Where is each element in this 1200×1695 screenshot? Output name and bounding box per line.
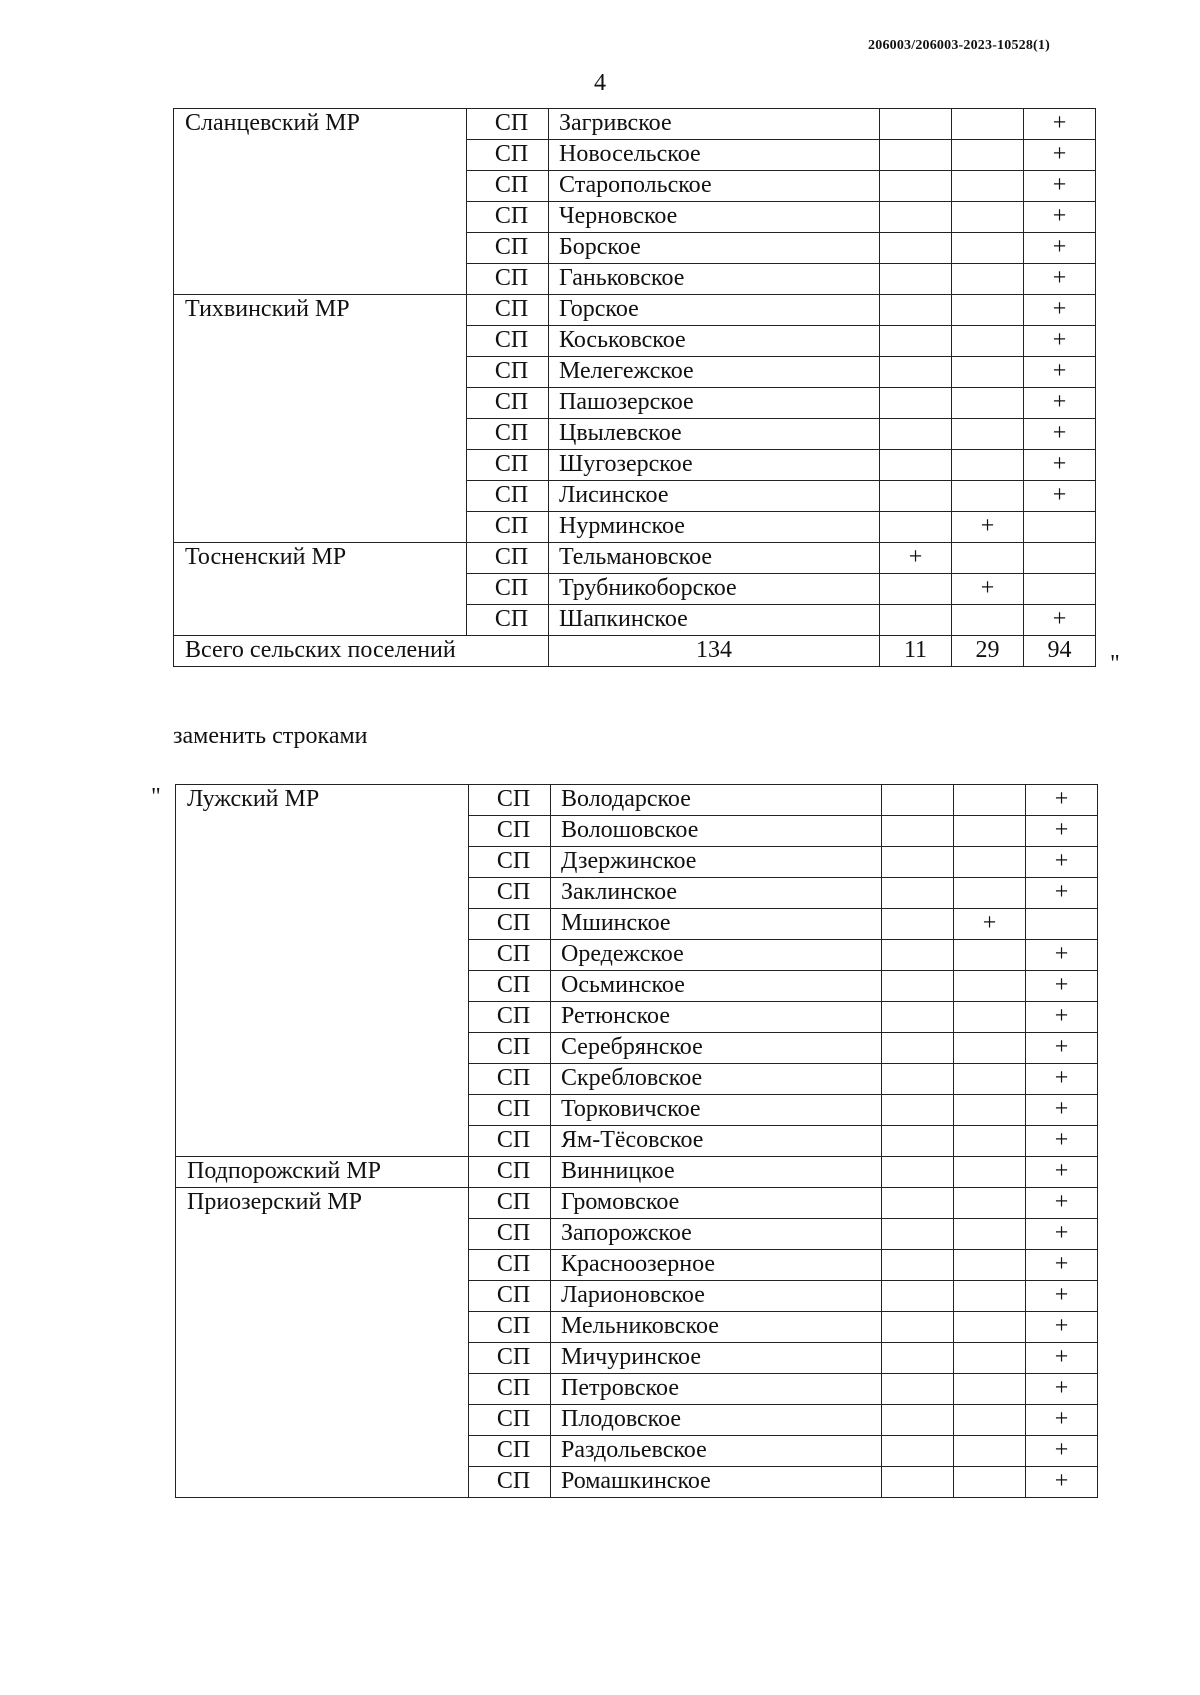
settlement-type: СП (467, 574, 549, 605)
mark-col-3: + (1026, 1281, 1098, 1312)
mark-col-3: + (1026, 1033, 1098, 1064)
mark-col-3: + (1026, 1064, 1098, 1095)
settlement-type: СП (467, 357, 549, 388)
mark-col-1 (880, 388, 952, 419)
district-name: Тихвинский МР (174, 295, 467, 543)
mark-col-3: + (1026, 1374, 1098, 1405)
settlement-name: Мичуринское (551, 1343, 882, 1374)
table-row (174, 109, 1096, 140)
mark-col-2 (954, 816, 1026, 847)
mark-col-3: + (1026, 940, 1098, 971)
mark-col-2 (952, 171, 1024, 202)
mark-col-2 (954, 971, 1026, 1002)
mark-col-2 (952, 481, 1024, 512)
mark-col-1 (880, 450, 952, 481)
document-id: 206003/206003-2023-10528(1) (868, 38, 1050, 53)
total-count: 134 (549, 636, 880, 667)
settlement-type: СП (469, 1033, 551, 1064)
settlement-type: СП (469, 1281, 551, 1312)
mark-col-3: + (1024, 202, 1096, 233)
mark-col-1 (882, 1126, 954, 1157)
settlement-type: СП (469, 1188, 551, 1219)
mark-col-3: + (1026, 971, 1098, 1002)
mark-col-1 (880, 233, 952, 264)
mark-col-2 (952, 109, 1024, 140)
mark-col-2 (952, 605, 1024, 636)
mark-col-2 (954, 1002, 1026, 1033)
mark-col-3: + (1026, 1436, 1098, 1467)
mark-col-3: + (1024, 419, 1096, 450)
mark-col-3: + (1024, 450, 1096, 481)
mark-col-1 (880, 171, 952, 202)
mark-col-2 (954, 1250, 1026, 1281)
mark-col-1 (882, 1250, 954, 1281)
settlement-type: СП (467, 109, 549, 140)
settlement-type: СП (467, 140, 549, 171)
mark-col-2 (954, 878, 1026, 909)
settlement-type: СП (469, 1436, 551, 1467)
table-row (176, 1188, 1098, 1219)
mark-col-2 (952, 357, 1024, 388)
mark-col-3 (1026, 909, 1098, 940)
settlement-name: Тельмановское (549, 543, 880, 574)
mark-col-1 (882, 1467, 954, 1498)
settlement-type: СП (467, 233, 549, 264)
settlement-type: СП (467, 171, 549, 202)
settlement-name: Старопольское (549, 171, 880, 202)
settlement-name: Горское (549, 295, 880, 326)
mark-col-1 (882, 909, 954, 940)
mark-col-1 (882, 1157, 954, 1188)
mark-col-1 (880, 326, 952, 357)
mark-col-2 (952, 202, 1024, 233)
settlement-type: СП (469, 1343, 551, 1374)
mark-col-3: + (1026, 1126, 1098, 1157)
mark-col-2 (952, 543, 1024, 574)
settlement-type: СП (467, 295, 549, 326)
mark-col-3: + (1024, 295, 1096, 326)
mark-col-3 (1024, 512, 1096, 543)
mark-col-3 (1024, 543, 1096, 574)
mark-col-1: + (880, 543, 952, 574)
settlement-name: Володарское (551, 785, 882, 816)
settlement-name: Шапкинское (549, 605, 880, 636)
settlement-name: Черновское (549, 202, 880, 233)
opening-quote: " (151, 784, 161, 810)
mark-col-3: + (1026, 1095, 1098, 1126)
mark-col-1 (882, 1436, 954, 1467)
mark-col-1 (880, 512, 952, 543)
closing-quote: " (1110, 651, 1120, 677)
settlement-name: Шугозерское (549, 450, 880, 481)
settlement-type: СП (467, 202, 549, 233)
mark-col-1 (880, 357, 952, 388)
total-label: Всего сельских поселений (174, 636, 549, 667)
settlement-name: Громовское (551, 1188, 882, 1219)
settlement-name: Коськовское (549, 326, 880, 357)
settlement-type: СП (469, 1312, 551, 1343)
mark-col-2 (952, 140, 1024, 171)
mark-col-1 (882, 1343, 954, 1374)
mark-col-2 (954, 1064, 1026, 1095)
settlement-name: Мельниковское (551, 1312, 882, 1343)
mark-col-3: + (1024, 140, 1096, 171)
district-name: Лужский МР (176, 785, 469, 1157)
mark-col-2 (954, 847, 1026, 878)
mark-col-1 (882, 847, 954, 878)
mark-col-3: + (1026, 1188, 1098, 1219)
mark-col-1 (880, 419, 952, 450)
mark-col-2 (952, 450, 1024, 481)
mark-col-2 (954, 1033, 1026, 1064)
mark-col-2 (952, 419, 1024, 450)
mark-col-2 (954, 1436, 1026, 1467)
mark-col-1 (882, 1095, 954, 1126)
district-name: Приозерский МР (176, 1188, 469, 1498)
settlement-type: СП (467, 326, 549, 357)
mark-col-2 (952, 233, 1024, 264)
mark-col-1 (880, 481, 952, 512)
mark-col-2 (954, 1467, 1026, 1498)
settlement-name: Заклинское (551, 878, 882, 909)
mark-col-1 (880, 605, 952, 636)
mark-col-1 (882, 1064, 954, 1095)
settlement-type: СП (469, 1405, 551, 1436)
mark-col-3: + (1026, 1312, 1098, 1343)
settlement-name: Трубникоборское (549, 574, 880, 605)
settlement-name: Винницкое (551, 1157, 882, 1188)
page-number: 4 (594, 70, 606, 96)
mark-col-3: + (1024, 388, 1096, 419)
mark-col-1 (880, 202, 952, 233)
mark-col-2 (954, 1219, 1026, 1250)
settlement-name: Ларионовское (551, 1281, 882, 1312)
mark-col-3: + (1024, 171, 1096, 202)
settlements-table-original (173, 108, 1096, 667)
total-row (174, 636, 1096, 667)
settlement-name: Раздольевское (551, 1436, 882, 1467)
mark-col-2 (952, 295, 1024, 326)
settlement-type: СП (469, 1126, 551, 1157)
mark-col-3: + (1026, 816, 1098, 847)
mark-col-1 (882, 1374, 954, 1405)
settlement-name: Лисинское (549, 481, 880, 512)
mark-col-2 (954, 1157, 1026, 1188)
table-row (174, 543, 1096, 574)
mark-col-2: + (952, 574, 1024, 605)
table-row (174, 295, 1096, 326)
mark-col-1 (882, 878, 954, 909)
settlement-name: Новосельское (549, 140, 880, 171)
settlement-type: СП (469, 1157, 551, 1188)
mark-col-2 (954, 1312, 1026, 1343)
settlement-name: Цвылевское (549, 419, 880, 450)
mark-col-1 (882, 1033, 954, 1064)
table-row (176, 785, 1098, 816)
settlement-type: СП (469, 816, 551, 847)
mark-col-3: + (1026, 1002, 1098, 1033)
settlement-type: СП (469, 909, 551, 940)
mark-col-2: + (954, 909, 1026, 940)
settlement-type: СП (467, 481, 549, 512)
settlement-name: Осьминское (551, 971, 882, 1002)
mark-col-3: + (1026, 1250, 1098, 1281)
mark-col-1 (882, 816, 954, 847)
district-name: Сланцевский МР (174, 109, 467, 295)
mark-col-2 (954, 1281, 1026, 1312)
settlement-name: Мшинское (551, 909, 882, 940)
mark-col-2 (954, 1095, 1026, 1126)
settlement-name: Запорожское (551, 1219, 882, 1250)
settlement-name: Ям-Тёсовское (551, 1126, 882, 1157)
district-name: Тосненский МР (174, 543, 467, 636)
mark-col-3: + (1026, 878, 1098, 909)
settlement-type: СП (469, 1064, 551, 1095)
replace-instruction: заменить строками (173, 723, 368, 749)
settlement-type: СП (467, 605, 549, 636)
mark-col-2 (954, 1374, 1026, 1405)
mark-col-2 (952, 264, 1024, 295)
mark-col-3: + (1024, 109, 1096, 140)
mark-col-1 (882, 1188, 954, 1219)
settlement-type: СП (467, 512, 549, 543)
settlement-name: Серебрянское (551, 1033, 882, 1064)
mark-col-1 (882, 1312, 954, 1343)
settlement-name: Петровское (551, 1374, 882, 1405)
settlement-name: Красноозерное (551, 1250, 882, 1281)
total-col-3: 94 (1024, 636, 1096, 667)
district-name: Подпорожский МР (176, 1157, 469, 1188)
mark-col-3: + (1026, 1467, 1098, 1498)
settlement-name: Ретюнское (551, 1002, 882, 1033)
mark-col-1 (880, 109, 952, 140)
mark-col-2 (954, 1343, 1026, 1374)
settlement-name: Торковичское (551, 1095, 882, 1126)
settlement-name: Оредежское (551, 940, 882, 971)
mark-col-2 (954, 1405, 1026, 1436)
settlement-type: СП (469, 1374, 551, 1405)
mark-col-2 (952, 388, 1024, 419)
mark-col-2 (954, 785, 1026, 816)
mark-col-2 (954, 940, 1026, 971)
mark-col-1 (880, 574, 952, 605)
total-col-2: 29 (952, 636, 1024, 667)
settlement-type: СП (469, 847, 551, 878)
settlement-type: СП (467, 419, 549, 450)
settlement-type: СП (469, 940, 551, 971)
settlement-type: СП (469, 1250, 551, 1281)
mark-col-3: + (1024, 605, 1096, 636)
mark-col-1 (882, 1281, 954, 1312)
settlement-type: СП (467, 388, 549, 419)
mark-col-3: + (1024, 357, 1096, 388)
mark-col-1 (880, 264, 952, 295)
settlement-name: Скребловское (551, 1064, 882, 1095)
mark-col-1 (882, 785, 954, 816)
settlement-name: Ганьковское (549, 264, 880, 295)
mark-col-3: + (1026, 1343, 1098, 1374)
settlement-name: Нурминское (549, 512, 880, 543)
mark-col-3: + (1024, 326, 1096, 357)
mark-col-3: + (1024, 264, 1096, 295)
settlement-type: СП (467, 264, 549, 295)
settlement-type: СП (469, 878, 551, 909)
settlement-type: СП (469, 971, 551, 1002)
settlement-name: Мелегежское (549, 357, 880, 388)
settlement-type: СП (469, 1467, 551, 1498)
mark-col-3: + (1026, 1219, 1098, 1250)
mark-col-3: + (1026, 785, 1098, 816)
settlement-type: СП (469, 1219, 551, 1250)
mark-col-1 (882, 940, 954, 971)
settlement-name: Ромашкинское (551, 1467, 882, 1498)
settlement-type: СП (469, 1095, 551, 1126)
mark-col-2 (954, 1188, 1026, 1219)
settlement-name: Пашозерское (549, 388, 880, 419)
mark-col-3: + (1026, 1157, 1098, 1188)
mark-col-2: + (952, 512, 1024, 543)
settlement-type: СП (469, 1002, 551, 1033)
settlement-type: СП (467, 543, 549, 574)
settlement-type: СП (467, 450, 549, 481)
settlement-type: СП (469, 785, 551, 816)
mark-col-1 (882, 1405, 954, 1436)
total-col-1: 11 (880, 636, 952, 667)
mark-col-3: + (1024, 481, 1096, 512)
settlement-name: Загривское (549, 109, 880, 140)
mark-col-2 (954, 1126, 1026, 1157)
settlement-name: Дзержинское (551, 847, 882, 878)
mark-col-3: + (1026, 847, 1098, 878)
settlement-name: Борское (549, 233, 880, 264)
mark-col-1 (880, 140, 952, 171)
settlements-table-replacement (175, 784, 1098, 1498)
mark-col-3 (1024, 574, 1096, 605)
settlement-name: Плодовское (551, 1405, 882, 1436)
mark-col-3: + (1026, 1405, 1098, 1436)
mark-col-1 (882, 971, 954, 1002)
settlement-name: Волошовское (551, 816, 882, 847)
mark-col-1 (882, 1219, 954, 1250)
mark-col-1 (880, 295, 952, 326)
table-row (176, 1157, 1098, 1188)
mark-col-3: + (1024, 233, 1096, 264)
mark-col-1 (882, 1002, 954, 1033)
mark-col-2 (952, 326, 1024, 357)
